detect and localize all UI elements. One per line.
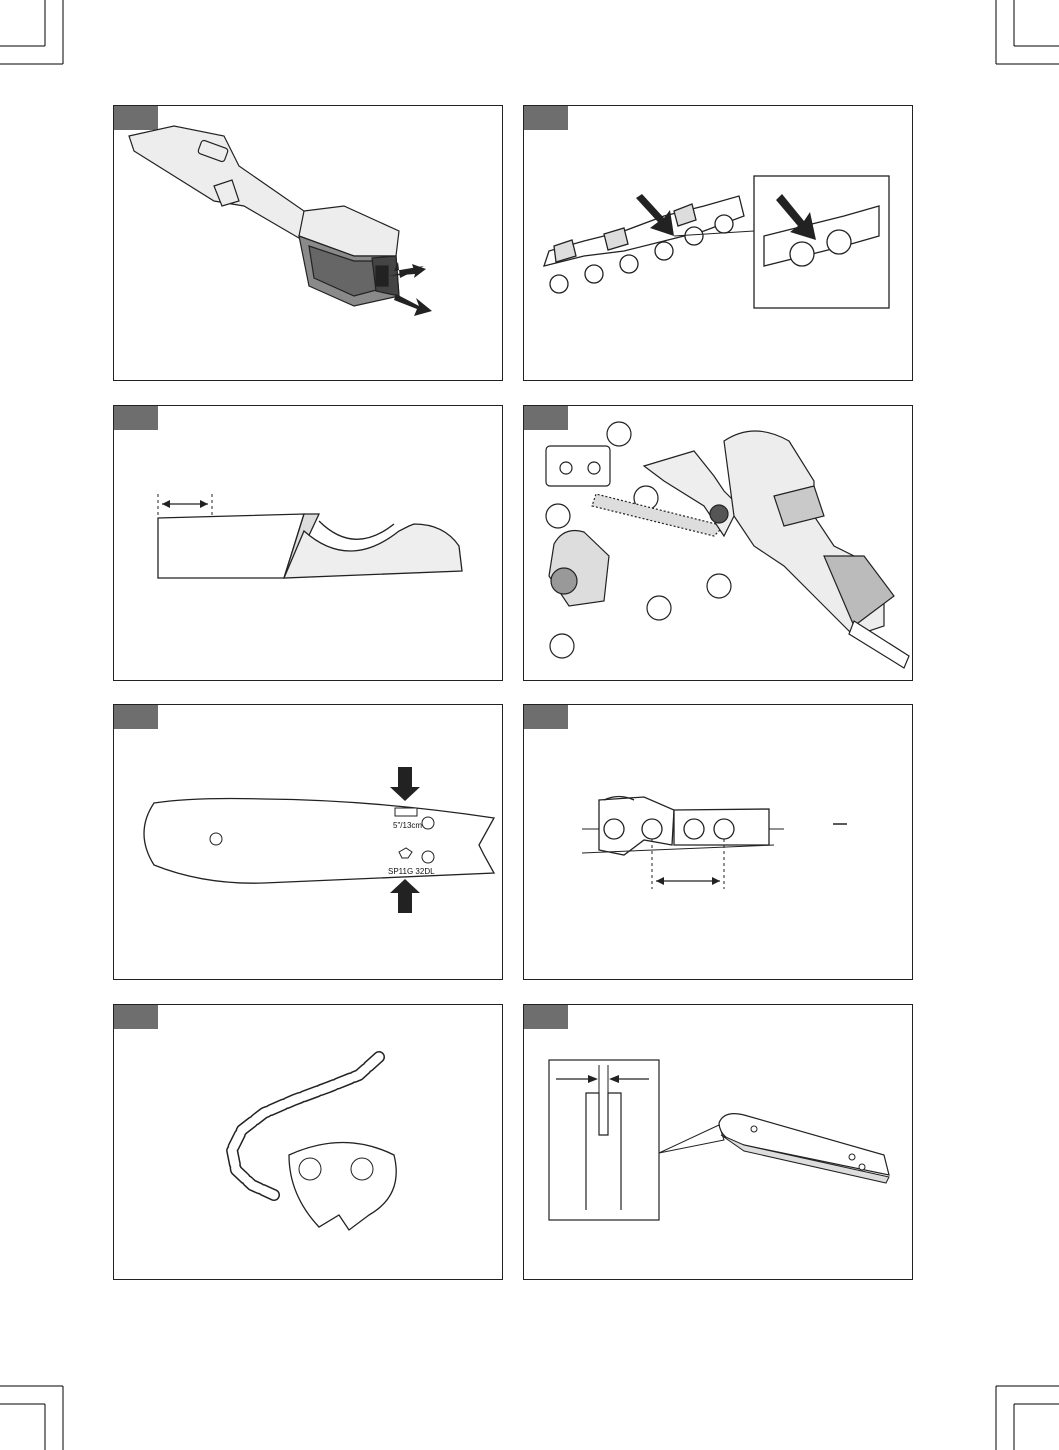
chain-pitch-illustration — [524, 705, 913, 980]
figure-7-panel — [113, 1004, 503, 1280]
cutter-tooth-illustration — [114, 406, 503, 681]
guide-bar-illustration — [114, 705, 503, 980]
figure-8-panel — [523, 1004, 913, 1280]
figure-1-panel — [113, 105, 503, 381]
assembly-illustration — [524, 406, 913, 681]
saw-chain-illustration — [524, 106, 913, 381]
bar-groove-illustration — [524, 1005, 913, 1280]
figure-6-panel — [523, 704, 913, 980]
figure-5-panel — [113, 704, 503, 980]
replacement-chain-illustration — [114, 1005, 503, 1280]
battery-insertion-illustration — [114, 106, 503, 381]
figure-2-panel — [523, 105, 913, 381]
chain-type-label: SP11G 32DL — [388, 867, 435, 876]
figure-4-panel — [523, 405, 913, 681]
bar-length-label: 5"/13cm — [393, 821, 423, 830]
figure-3-panel — [113, 405, 503, 681]
